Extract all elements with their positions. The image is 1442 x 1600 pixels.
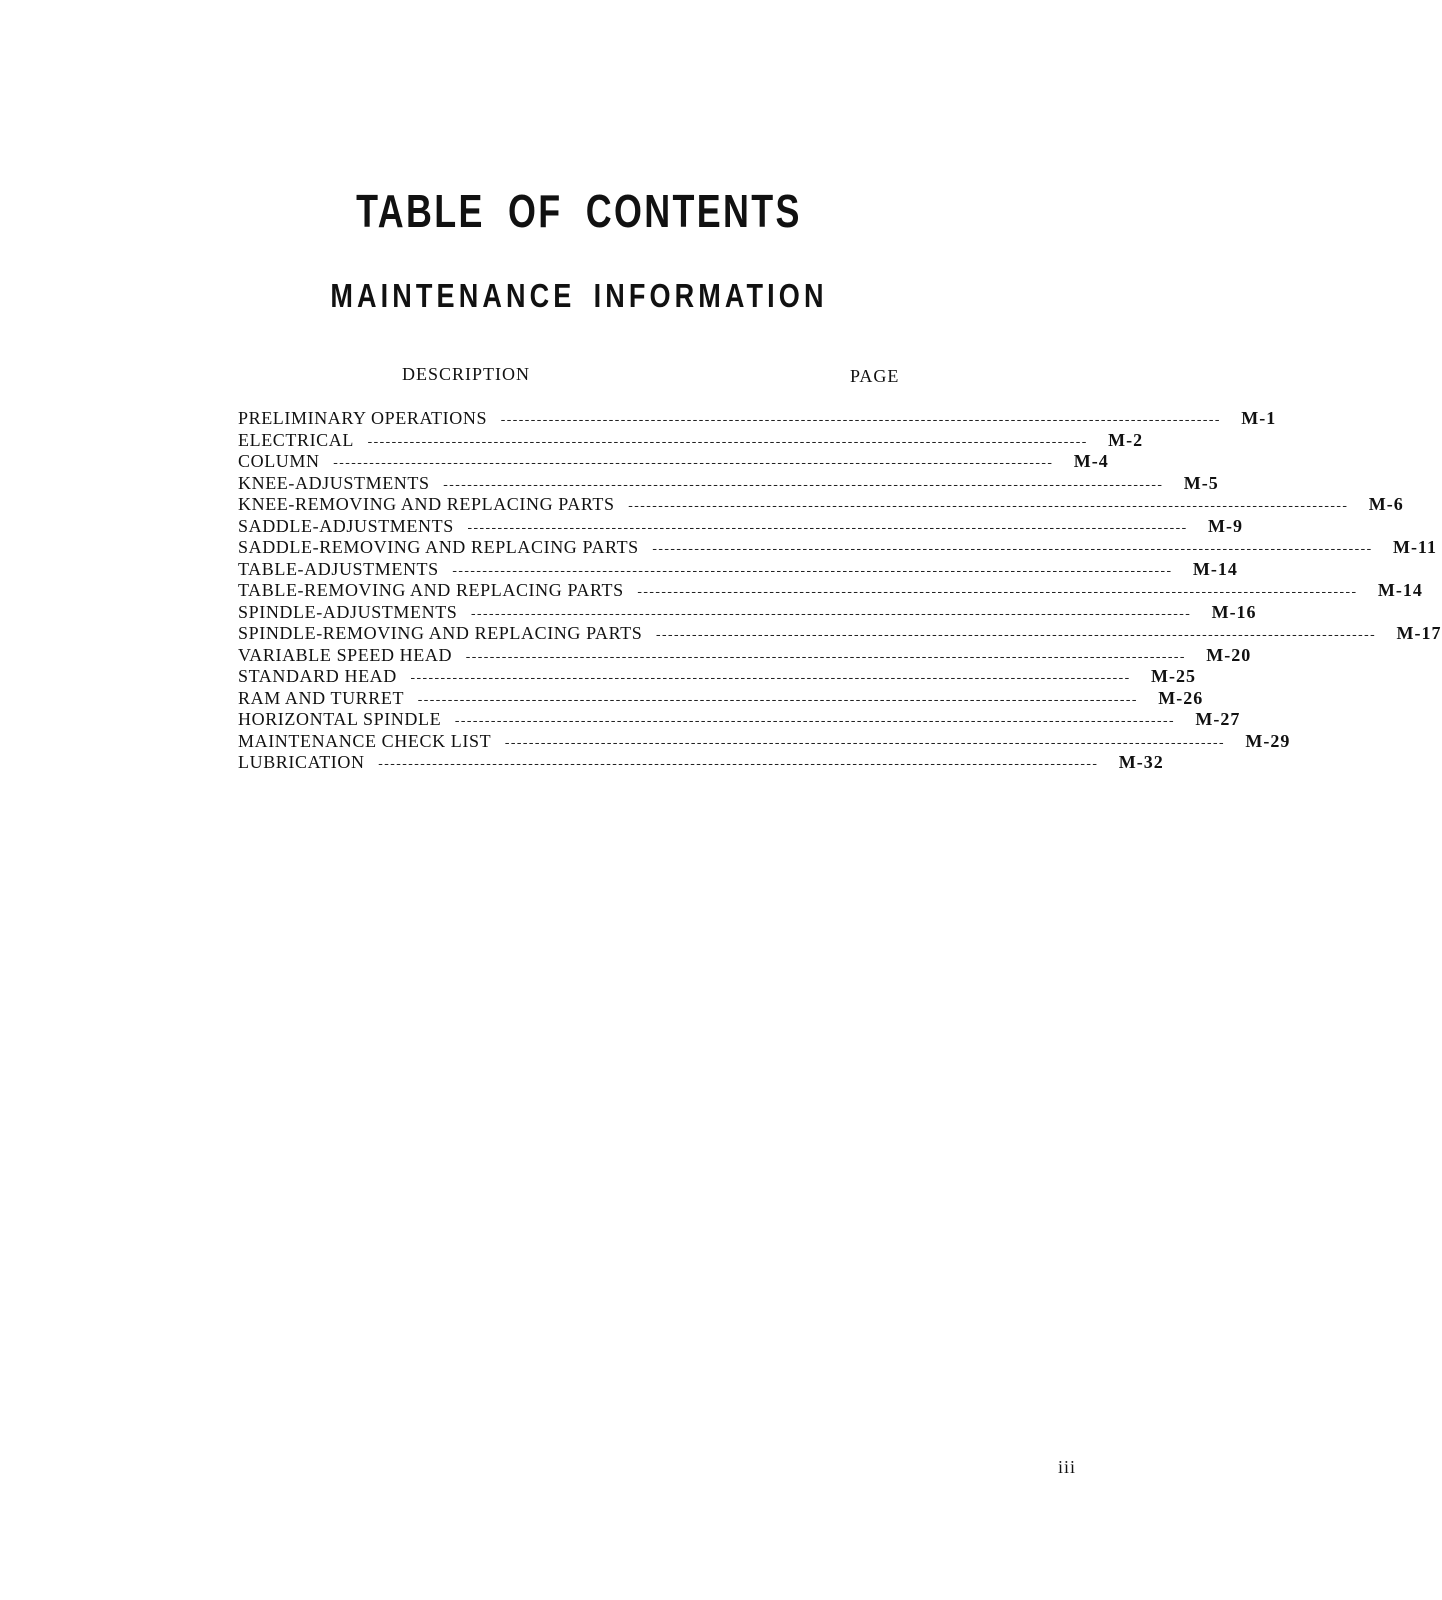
toc-dot-leader: ------------------------------------------------------------------------------------------------------------------------	[408, 671, 1130, 686]
toc-entry-page: M-32	[1118, 752, 1164, 772]
table-of-contents-list	[238, 408, 1442, 774]
toc-dot-leader: ------------------------------------------------------------------------------------------------------------------------	[626, 499, 1347, 514]
toc-entry-title: TABLE-REMOVING AND REPLACING PARTS	[238, 580, 624, 600]
toc-dot-leader: ------------------------------------------------------------------------------------------------------------------------	[469, 606, 1190, 622]
toc-dot-leader: ------------------------------------------------------------------------------------------------------------------------	[450, 563, 1171, 579]
toc-dot-leader: ------------------------------------------------------------------------------------------------------------------------	[376, 757, 1097, 772]
toc-entry-title: SPINDLE-REMOVING AND REPLACING PARTS	[238, 623, 643, 643]
toc-entry-title: LUBRICATION	[238, 752, 365, 772]
toc-entry[interactable]	[238, 709, 1241, 731]
section-subtitle: MAINTENANCE INFORMATION	[330, 277, 828, 314]
toc-dot-leader: ------------------------------------------------------------------------------------------------------------------------	[366, 434, 1087, 450]
toc-dot-leader: ------------------------------------------------------------------------------------------------------------------------	[499, 413, 1220, 428]
toc-entry-title: VARIABLE SPEED HEAD	[238, 644, 453, 665]
toc-entry-page: M-20	[1206, 644, 1252, 665]
toc-entry[interactable]	[238, 429, 1144, 452]
toc-entry-title: KNEE-REMOVING AND REPLACING PARTS	[238, 494, 615, 514]
toc-entry[interactable]	[238, 730, 1291, 753]
toc-entry-page: M-26	[1158, 687, 1204, 708]
toc-entry-title: PRELIMINARY OPERATIONS	[238, 408, 488, 428]
toc-dot-leader: ------------------------------------------------------------------------------------------------------------------------	[331, 456, 1052, 471]
toc-entry-title: TABLE-ADJUSTMENTS	[238, 558, 439, 579]
toc-entry[interactable]	[238, 601, 1257, 624]
description-column-header: DESCRIPTION	[402, 364, 531, 384]
toc-entry-title: KNEE-ADJUSTMENTS	[238, 472, 430, 493]
page-column-header: PAGE	[850, 366, 900, 386]
toc-dot-leader: ------------------------------------------------------------------------------------------------------------------------	[453, 714, 1174, 729]
toc-entry-page: M-9	[1207, 515, 1243, 536]
toc-entry[interactable]	[238, 752, 1164, 774]
toc-entry-page: M-6	[1368, 494, 1404, 514]
toc-dot-leader: ------------------------------------------------------------------------------------------------------------------------	[441, 477, 1162, 493]
toc-entry[interactable]	[238, 494, 1404, 516]
toc-entry-page: M-14	[1377, 580, 1423, 600]
toc-entry-page: M-5	[1183, 472, 1219, 493]
toc-entry-page: M-14	[1192, 558, 1238, 579]
toc-entry-page: M-2	[1108, 429, 1144, 450]
toc-entry[interactable]	[238, 451, 1109, 473]
toc-entry-title: ELECTRICAL	[238, 429, 354, 450]
toc-entry-page: M-16	[1211, 601, 1257, 622]
toc-entry-title: STANDARD HEAD	[238, 666, 397, 686]
toc-entry-title: RAM AND TURRET	[238, 687, 405, 708]
toc-dot-leader: ------------------------------------------------------------------------------------------------------------------------	[464, 649, 1185, 665]
toc-entry[interactable]	[238, 623, 1442, 645]
toc-entry-page: M-29	[1245, 730, 1291, 751]
toc-entry-page: M-17	[1396, 623, 1442, 643]
toc-entry[interactable]	[238, 408, 1277, 430]
toc-entry[interactable]	[238, 580, 1423, 602]
document-title: TABLE OF CONTENTS	[356, 185, 802, 237]
toc-entry-title: SADDLE-REMOVING AND REPLACING PARTS	[238, 537, 639, 557]
toc-entry-page: M-11	[1392, 537, 1437, 557]
toc-entry-title: SPINDLE-ADJUSTMENTS	[238, 601, 458, 622]
toc-dot-leader: ------------------------------------------------------------------------------------------------------------------------	[650, 542, 1371, 557]
toc-entry[interactable]	[238, 537, 1437, 559]
toc-entry-title: HORIZONTAL SPINDLE	[238, 709, 442, 729]
toc-entry-title: MAINTENANCE CHECK LIST	[238, 730, 492, 751]
toc-dot-leader: ------------------------------------------------------------------------------------------------------------------------	[416, 692, 1137, 708]
toc-entry[interactable]	[238, 515, 1243, 538]
page-number: iii	[1058, 1457, 1077, 1477]
toc-dot-leader: ------------------------------------------------------------------------------------------------------------------------	[465, 520, 1186, 536]
toc-entry-page: M-4	[1073, 451, 1109, 471]
toc-entry[interactable]	[238, 558, 1238, 581]
toc-entry[interactable]	[238, 687, 1204, 710]
toc-dot-leader: ------------------------------------------------------------------------------------------------------------------------	[635, 585, 1356, 600]
toc-dot-leader: ------------------------------------------------------------------------------------------------------------------------	[503, 735, 1224, 751]
toc-entry[interactable]	[238, 666, 1196, 688]
toc-entry-title: SADDLE-ADJUSTMENTS	[238, 515, 454, 536]
toc-entry-page: M-1	[1241, 408, 1277, 428]
toc-dot-leader: ------------------------------------------------------------------------------------------------------------------------	[654, 628, 1375, 643]
toc-entry[interactable]	[238, 644, 1252, 667]
toc-entry-title: COLUMN	[238, 451, 320, 471]
toc-entry-page: M-27	[1195, 709, 1241, 729]
toc-entry[interactable]	[238, 472, 1219, 495]
toc-entry-page: M-25	[1151, 666, 1196, 686]
